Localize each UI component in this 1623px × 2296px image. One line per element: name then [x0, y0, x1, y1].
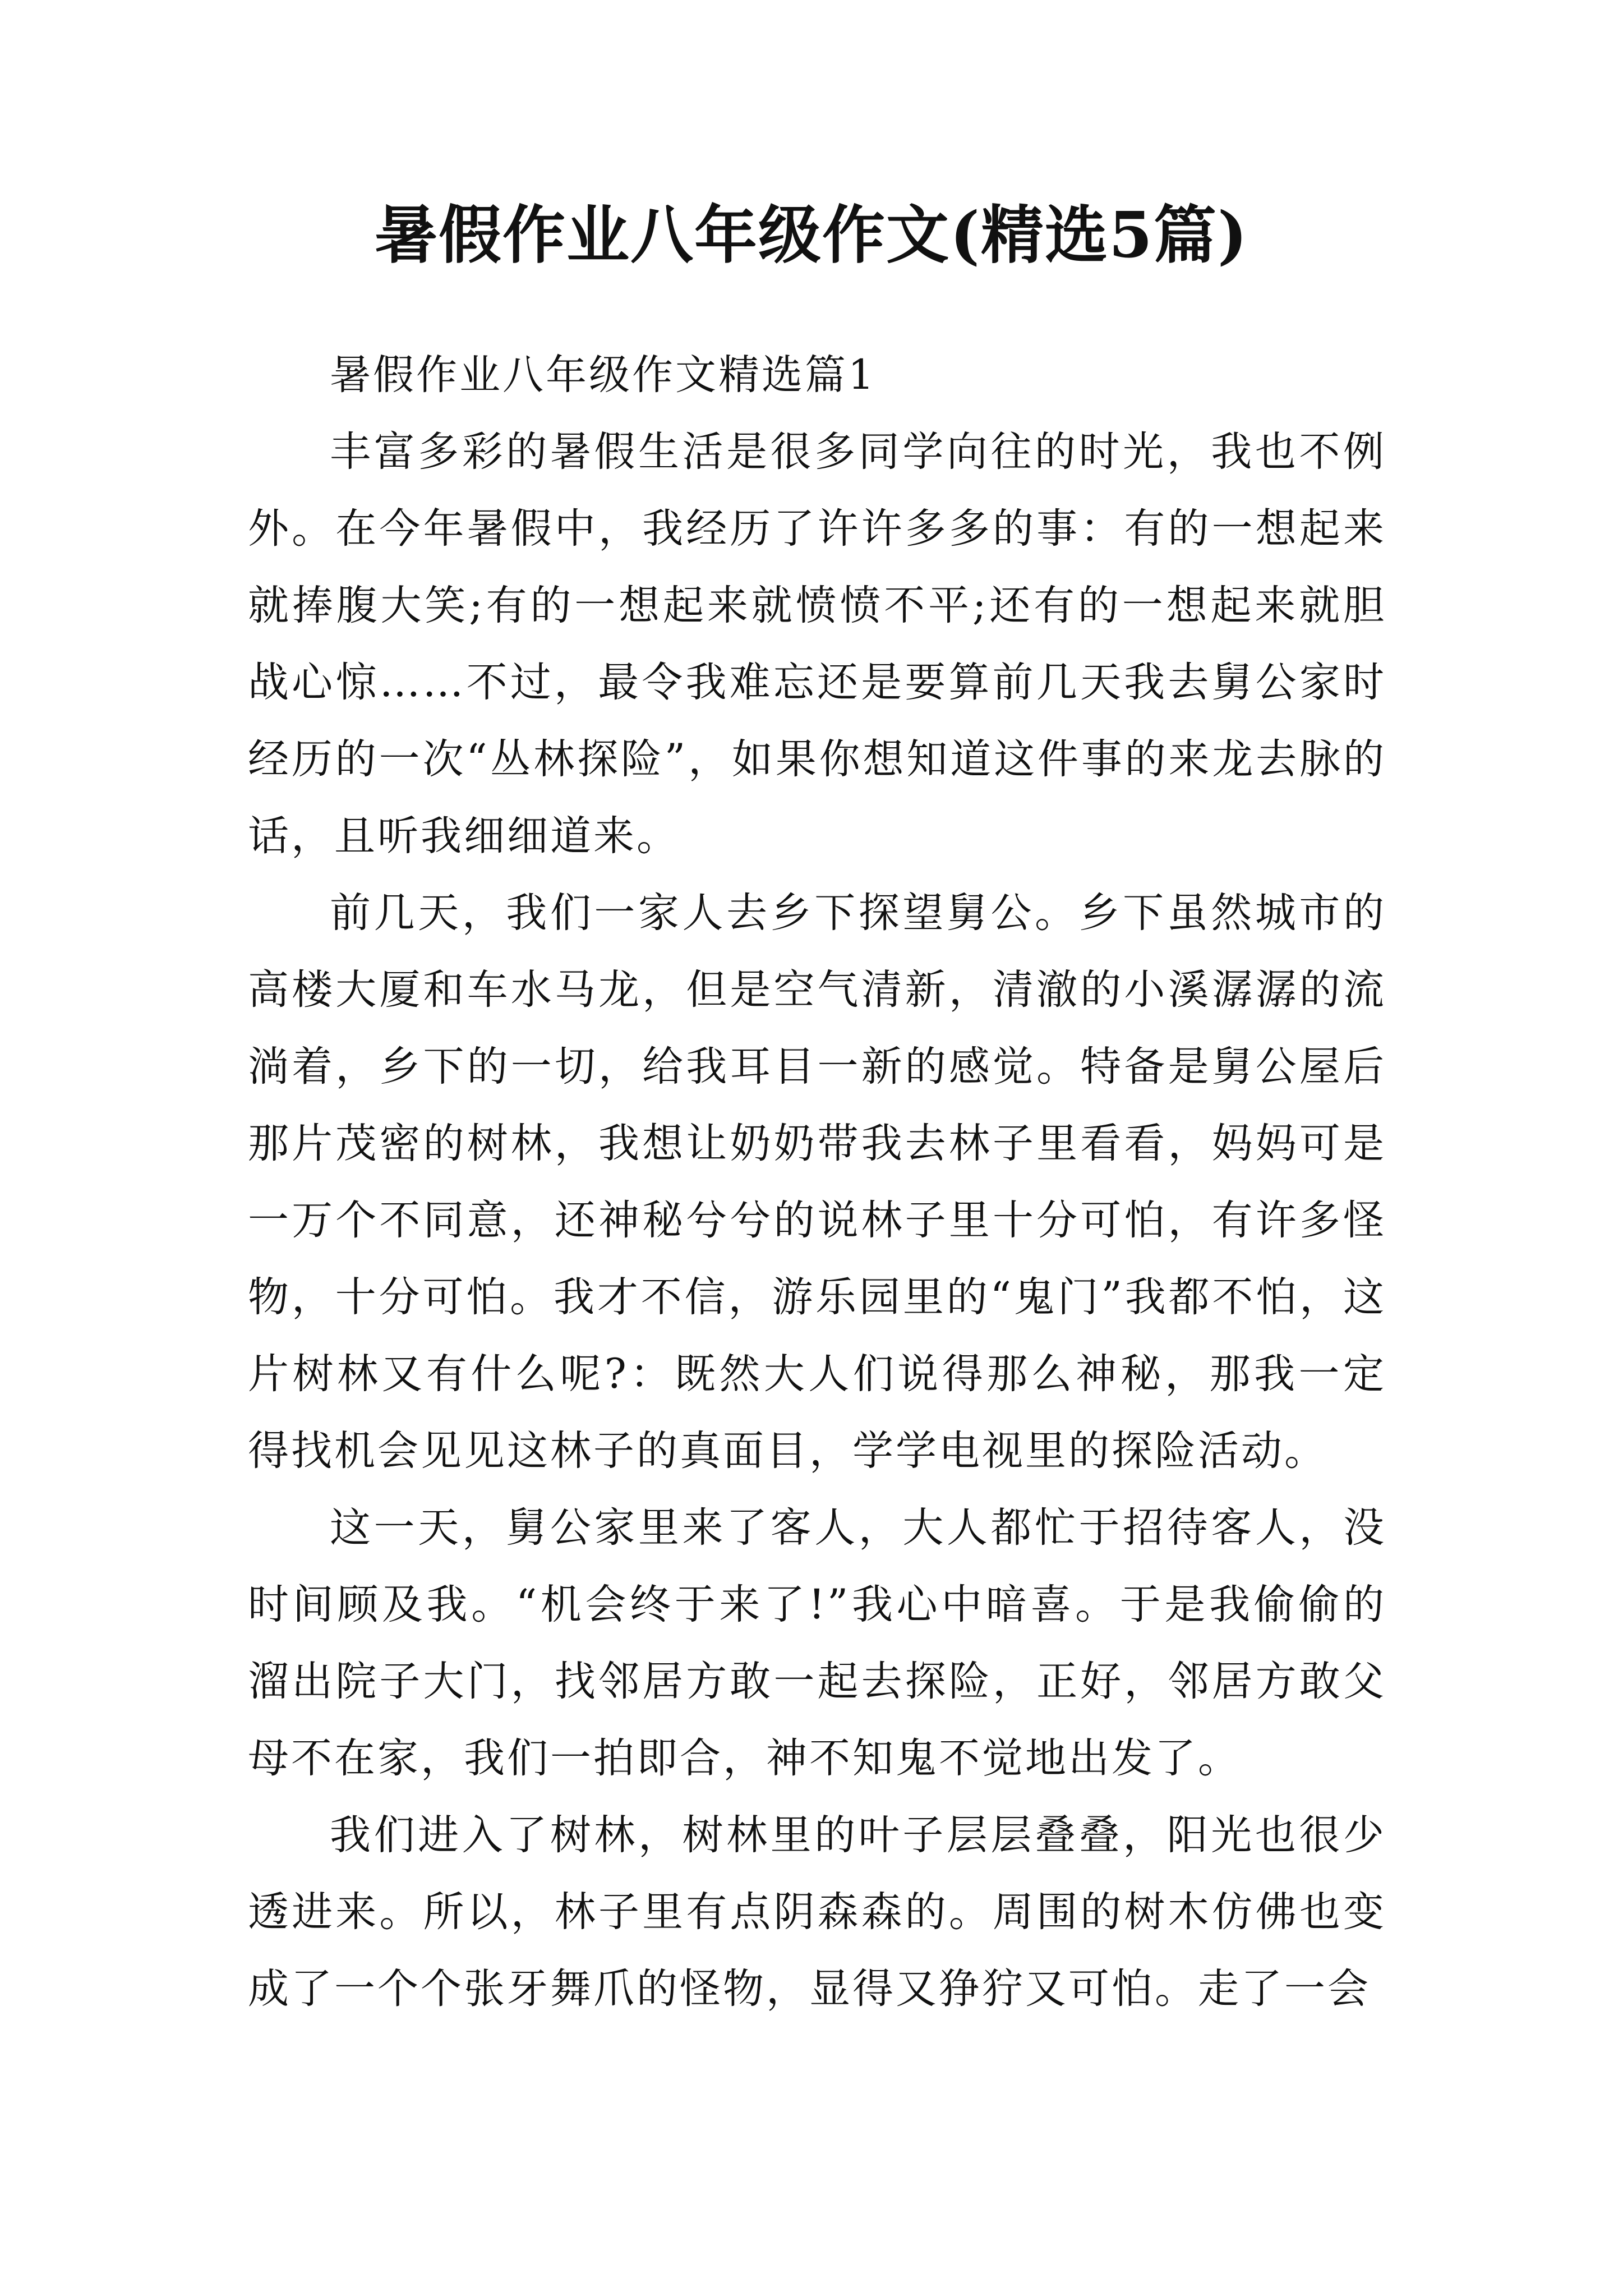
- document-title: 暑假作业八年级作文(精选5篇): [375, 199, 1248, 272]
- section-heading: 暑假作业八年级作文精选篇1: [330, 351, 877, 399]
- paragraph-3: 这一天，舅公家里来了客人，大人都忙于招待客人，没时间顾及我。“机会终于来了!”我心中暗喜。于是我偷偷的溜出院子大门，找邻居方敢一起去探险，正好，邻居方敢父母不在家，我们一拍即合，神不知鬼不觉地出发了。: [248, 1504, 1386, 1782]
- paragraph-4: 我们进入了树林，树林里的叶子层层叠叠，阳光也很少透进来。所以，林子里有点阴森森的。周围的树木仿佛也变成了一个个张牙舞爪的怪物，显得又狰狞又可怕。走了一会: [248, 1811, 1386, 2013]
- document-body: [248, 337, 1386, 2027]
- paragraph-1: 丰富多彩的暑假生活是很多同学向往的时光，我也不例外。在今年暑假中，我经历了许许多多的事：有的一想起来就捧腹大笑;有的一想起来就愤愤不平;还有的一想起来就胆战心惊……不过，最令我难忘还是要算前几天我去舅公家时经历的一次“丛林探险”，如果你想知道这件事的来龙去脉的话，且听我细细道来。: [248, 428, 1386, 860]
- paragraph-2: 前几天，我们一家人去乡下探望舅公。乡下虽然城市的高楼大厦和车水马龙，但是空气清新，清澈的小溪潺潺的流淌着，乡下的一切，给我耳目一新的感觉。特备是舅公屋后那片茂密的树林，我想让奶奶带我去林子里看看，妈妈可是一万个不同意，还神秘兮兮的说林子里十分可怕，有许多怪物，十分可怕。我才不信，游乐园里的“鬼门”我都不怕，这片树林又有什么呢?：既然大人们说得那么神秘，那我一定得找机会见见这林子的真面目，学学电视里的探险活动。: [248, 889, 1386, 1475]
